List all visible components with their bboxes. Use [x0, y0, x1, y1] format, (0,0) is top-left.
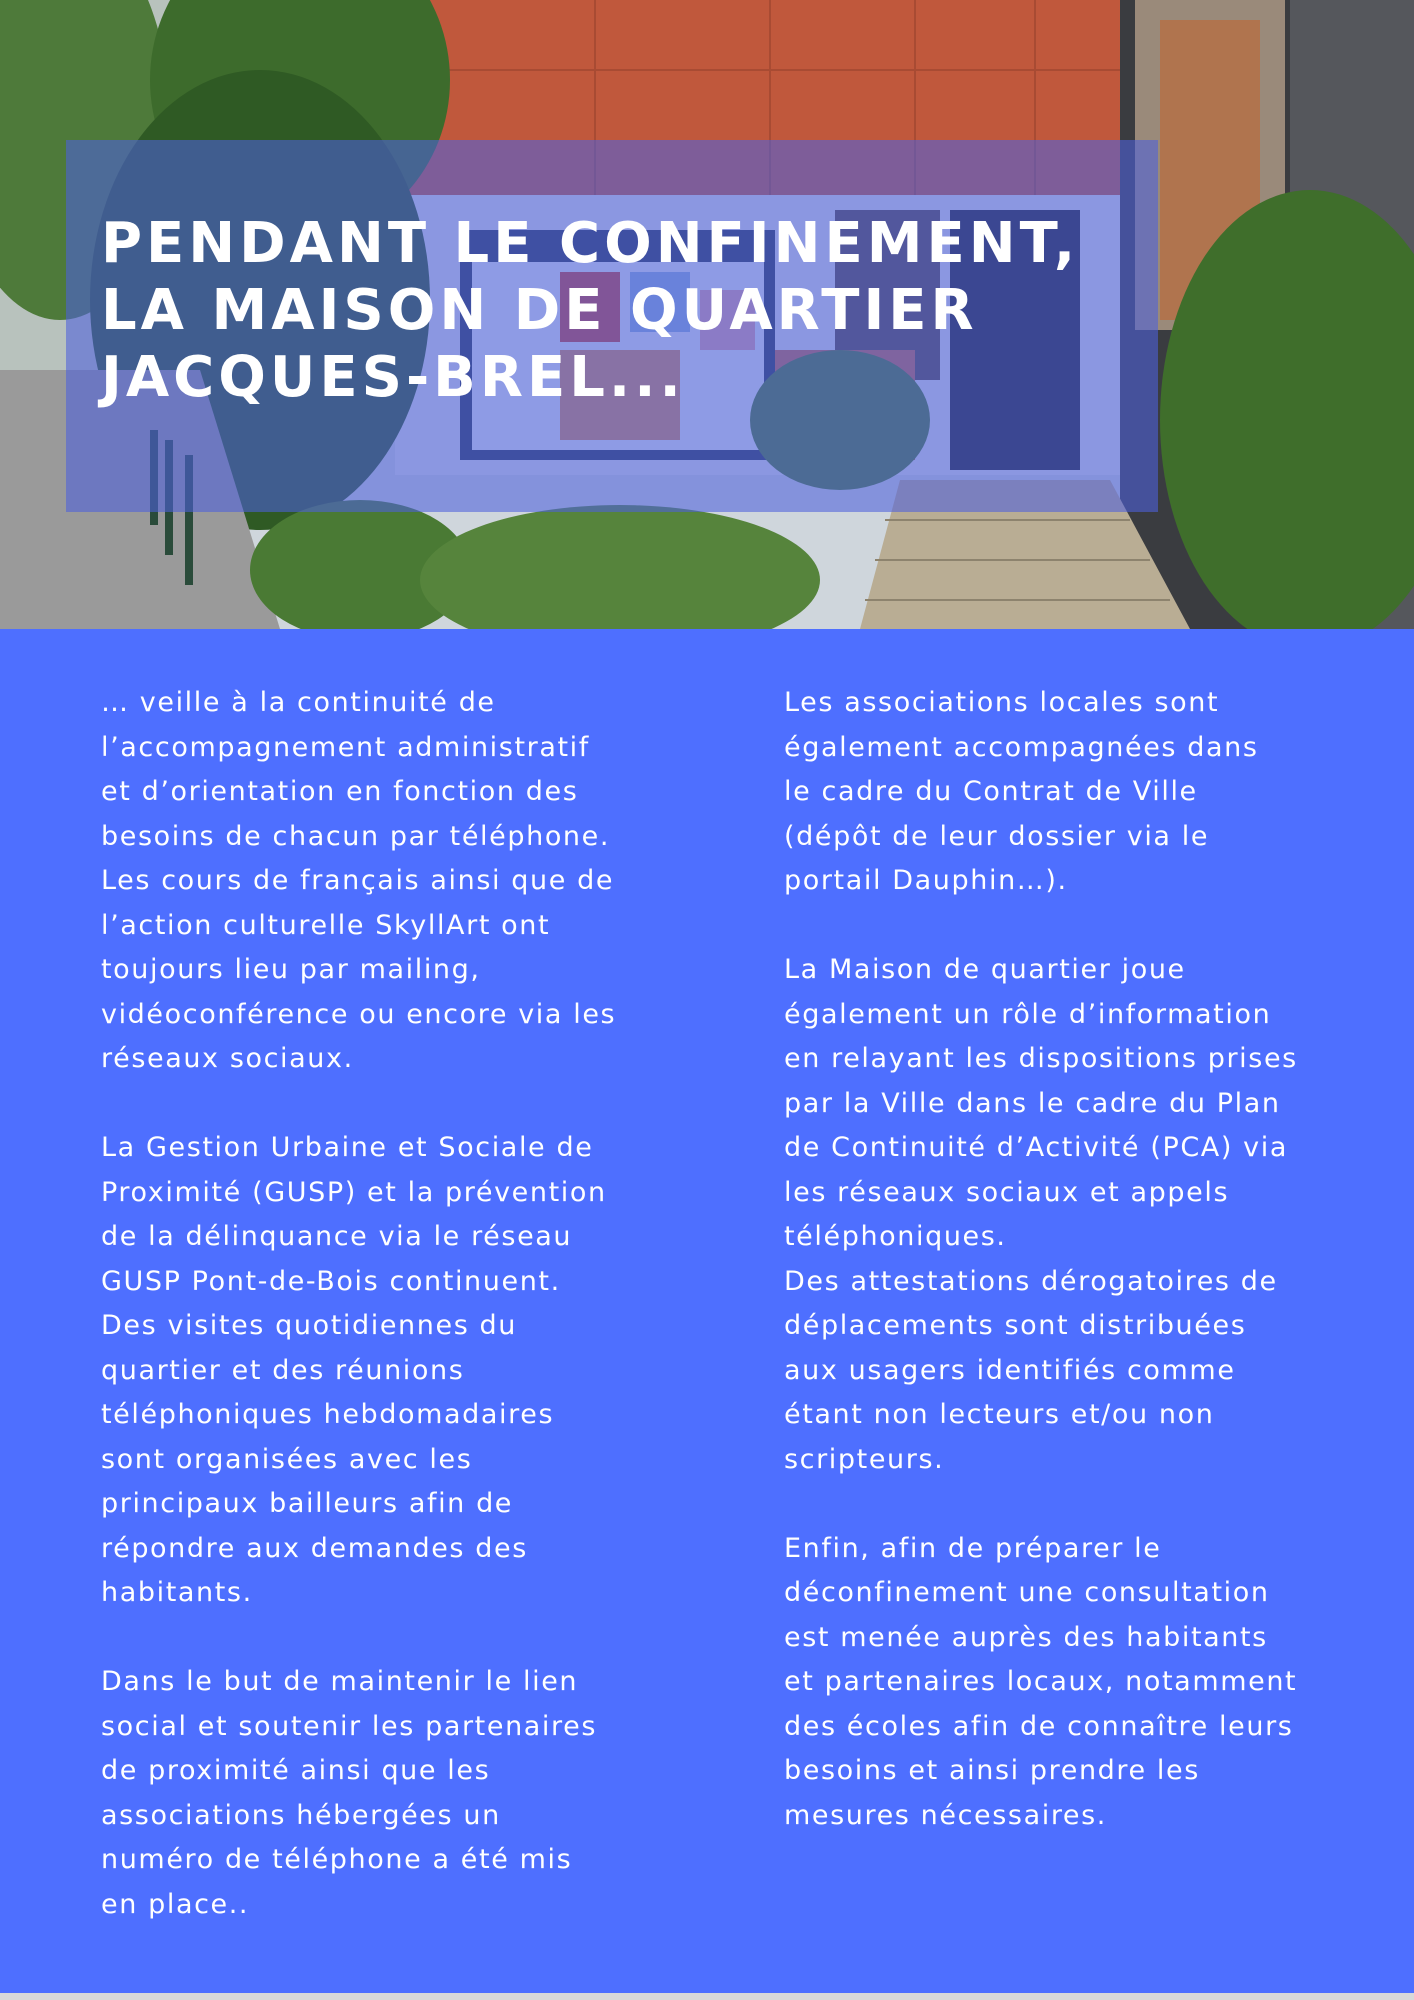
- text-line: téléphoniques.: [784, 1221, 1007, 1252]
- text-line: numéro de téléphone a été mis: [101, 1844, 573, 1875]
- text-line: de Continuité d’Activité (PCA) via: [784, 1132, 1288, 1163]
- text-line: besoins de chacun par téléphone.: [101, 820, 611, 852]
- left-column: [101, 681, 681, 1972]
- text-line: scripteurs.: [784, 1443, 945, 1475]
- text-line: Enfin, afin de préparer le: [784, 1532, 1162, 1564]
- text-line: (dépôt de leur dossier via le: [784, 820, 1210, 852]
- text-line: Des visites quotidiennes du: [101, 1310, 517, 1341]
- text-line: est menée auprès des habitants: [784, 1621, 1268, 1653]
- paragraph-deconfinement: [784, 1527, 1364, 1839]
- text-line: et partenaires locaux, notamment: [784, 1666, 1298, 1697]
- text-line: principaux bailleurs afin de: [101, 1488, 514, 1519]
- paragraph-information: [784, 948, 1364, 1260]
- text-line: La Maison de quartier joue: [784, 954, 1186, 985]
- text-line: également accompagnées dans: [784, 731, 1259, 763]
- text-line: quartier et des réunions: [101, 1354, 465, 1386]
- text-line: téléphoniques hebdomadaires: [101, 1399, 555, 1430]
- text-line: étant non lecteurs et/ou non: [784, 1399, 1215, 1430]
- text-line: aux usagers identifiés comme: [784, 1354, 1236, 1386]
- text-line: de proximité ainsi que les: [101, 1755, 491, 1786]
- text-line: La Gestion Urbaine et Sociale de: [101, 1132, 594, 1163]
- text-line: également un rôle d’information: [784, 998, 1272, 1030]
- title-line: JACQUES-BREL...: [101, 345, 685, 410]
- paragraph-continuity: [101, 681, 681, 1082]
- text-line: les réseaux sociaux et appels: [784, 1176, 1230, 1208]
- text-line: en relayant les dispositions prises: [784, 1043, 1298, 1074]
- text-line: Les associations locales sont: [784, 687, 1220, 718]
- page-title: [101, 210, 1201, 411]
- hero-photo: [0, 0, 1414, 629]
- text-line: Dans le but de maintenir le lien: [101, 1666, 579, 1697]
- text-line: réseaux sociaux.: [101, 1043, 354, 1074]
- text-line: l’accompagnement administratif: [101, 731, 590, 763]
- text-line: portail Dauphin…).: [784, 865, 1068, 896]
- text-line: … veille à la continuité de: [101, 687, 496, 718]
- text-line: vidéoconférence ou encore via les: [101, 998, 617, 1030]
- title-line: PENDANT LE CONFINEMENT,: [101, 211, 1080, 276]
- paragraph-associations: [784, 681, 1364, 904]
- paragraph-attestations: [784, 1260, 1364, 1483]
- text-line: toujours lieu par mailing,: [101, 954, 481, 985]
- text-line: répondre aux demandes des: [101, 1532, 528, 1564]
- text-line: déplacements sont distribuées: [784, 1310, 1247, 1341]
- text-line: associations hébergées un: [101, 1799, 501, 1831]
- text-line: par la Ville dans le cadre du Plan: [784, 1087, 1281, 1119]
- paragraph-phone-number: [101, 1660, 681, 1927]
- text-line: sont organisées avec les: [101, 1443, 473, 1475]
- text-line: l’action culturelle SkyllArt ont: [101, 909, 551, 941]
- title-line: LA MAISON DE QUARTIER: [101, 278, 978, 343]
- text-line: le cadre du Contrat de Ville: [784, 776, 1198, 807]
- text-line: besoins et ainsi prendre les: [784, 1755, 1200, 1786]
- page-bottom-edge: [0, 1993, 1414, 2000]
- article-body: [0, 629, 1414, 2000]
- text-line: GUSP Pont-de-Bois continuent.: [101, 1265, 561, 1297]
- text-line: Des attestations dérogatoires de: [784, 1265, 1278, 1297]
- text-line: déconfinement une consultation: [784, 1577, 1270, 1608]
- text-line: social et soutenir les partenaires: [101, 1710, 598, 1742]
- text-line: des écoles afin de connaître leurs: [784, 1710, 1294, 1742]
- text-line: habitants.: [101, 1577, 253, 1608]
- text-line: en place..: [101, 1888, 250, 1920]
- text-line: de la délinquance via le réseau: [101, 1221, 573, 1252]
- text-line: et d’orientation en fonction des: [101, 776, 579, 807]
- paragraph-gusp: [101, 1126, 681, 1616]
- text-line: mesures nécessaires.: [784, 1799, 1107, 1831]
- right-column: [784, 681, 1364, 1883]
- text-line: Les cours de français ainsi que de: [101, 865, 615, 896]
- text-line: Proximité (GUSP) et la prévention: [101, 1176, 607, 1208]
